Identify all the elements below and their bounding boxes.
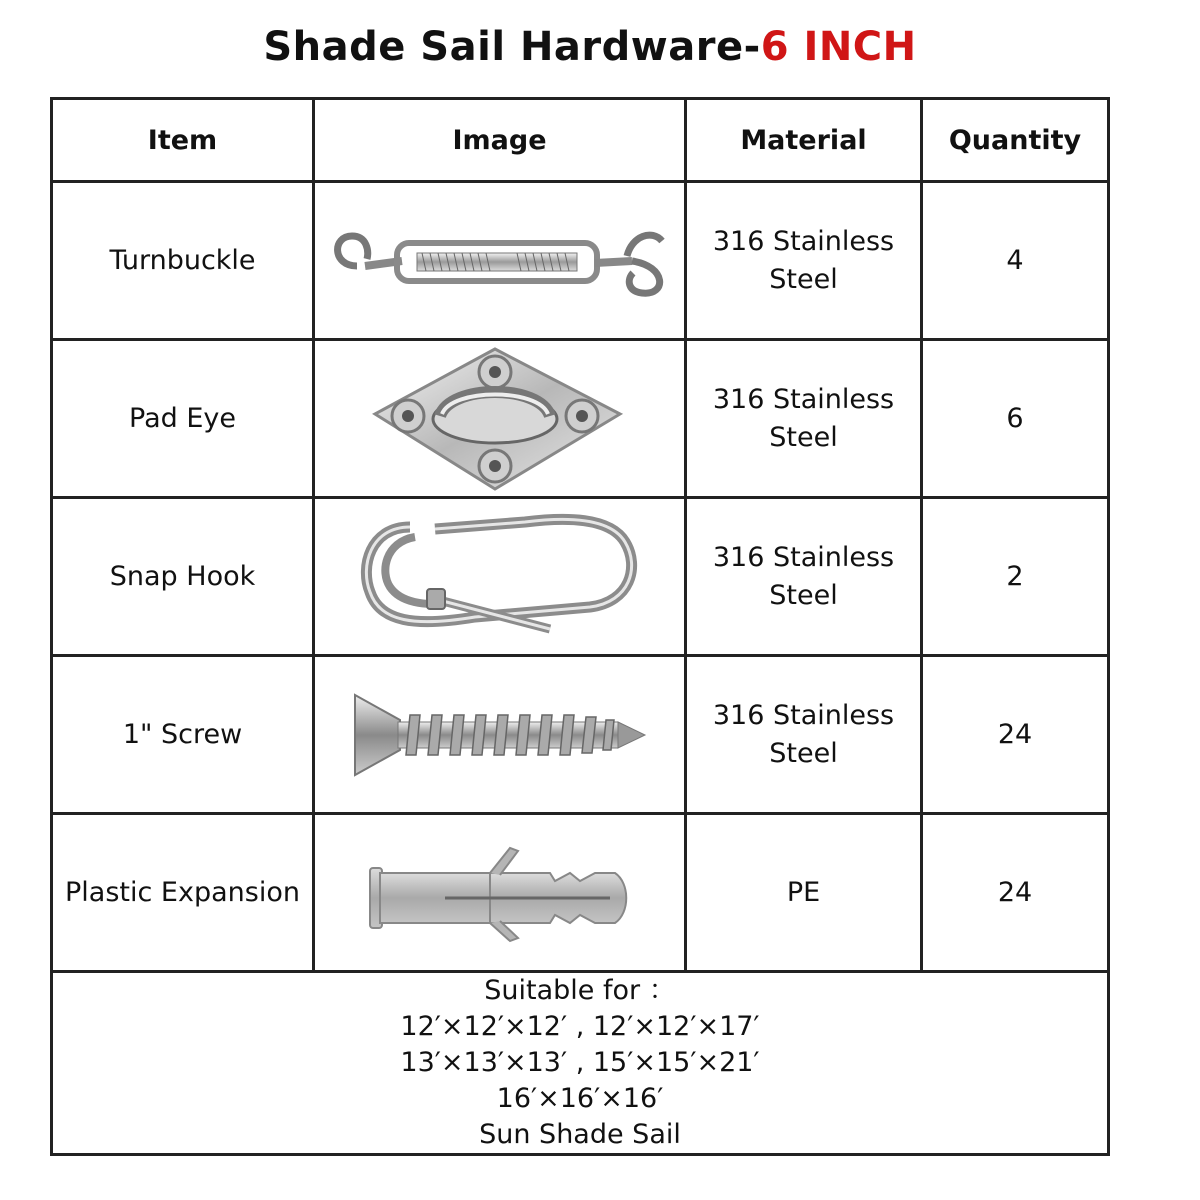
plastic-expansion-image [360, 843, 640, 943]
header-item: Item [52, 99, 314, 182]
hardware-table [50, 97, 1110, 1156]
material-line1: 316 Stainless [712, 383, 895, 415]
title-accent: 6 INCH [760, 24, 917, 70]
item-image-cell [314, 814, 686, 972]
suitable-for-note [52, 972, 1109, 1155]
material-line2: Steel [769, 737, 838, 769]
item-name: Snap Hook [52, 498, 314, 656]
page-title [0, 24, 1180, 70]
header-image: Image [314, 99, 686, 182]
material-cell [686, 656, 922, 814]
header-material: Material [686, 99, 922, 182]
table-row [52, 498, 1109, 656]
note-line: Sun Shade Sail [479, 1119, 681, 1150]
item-name: Pad Eye [52, 340, 314, 498]
item-name: Plastic Expansion [52, 814, 314, 972]
material-line2: Steel [769, 263, 838, 295]
note-line: 16′×16′×16′ [496, 1083, 664, 1114]
material-cell [686, 814, 922, 972]
material-cell [686, 182, 922, 340]
snap-hook-image [355, 507, 645, 647]
quantity: 4 [922, 182, 1109, 340]
material-cell [686, 498, 922, 656]
table-row [52, 814, 1109, 972]
note-line: Suitable for ： [484, 975, 676, 1006]
item-name: Turnbuckle [52, 182, 314, 340]
item-image-cell [314, 656, 686, 814]
table-row [52, 182, 1109, 340]
pad-eye-image [370, 344, 630, 494]
title-main: Shade Sail Hardware- [263, 24, 761, 70]
note-line: 12′×12′×12′ , 12′×12′×17′ [400, 1011, 760, 1042]
note-line: 13′×13′×13′ , 15′×15′×21′ [400, 1047, 760, 1078]
note-row [52, 972, 1109, 1155]
header-quantity: Quantity [922, 99, 1109, 182]
material-line2: Steel [769, 421, 838, 453]
item-image-cell [314, 182, 686, 340]
table-row [52, 340, 1109, 498]
quantity: 24 [922, 656, 1109, 814]
material-line2: Steel [769, 579, 838, 611]
quantity: 2 [922, 498, 1109, 656]
item-name: 1" Screw [52, 656, 314, 814]
material-cell [686, 340, 922, 498]
table-row [52, 656, 1109, 814]
material-line1: 316 Stainless [712, 699, 895, 731]
screw-image [350, 690, 650, 780]
material-line1: PE [786, 876, 821, 908]
material-line1: 316 Stainless [712, 541, 895, 573]
item-image-cell [314, 340, 686, 498]
quantity: 6 [922, 340, 1109, 498]
turnbuckle-image [327, 221, 672, 301]
item-image-cell [314, 498, 686, 656]
quantity: 24 [922, 814, 1109, 972]
table-header-row [52, 99, 1109, 182]
material-line1: 316 Stainless [712, 225, 895, 257]
